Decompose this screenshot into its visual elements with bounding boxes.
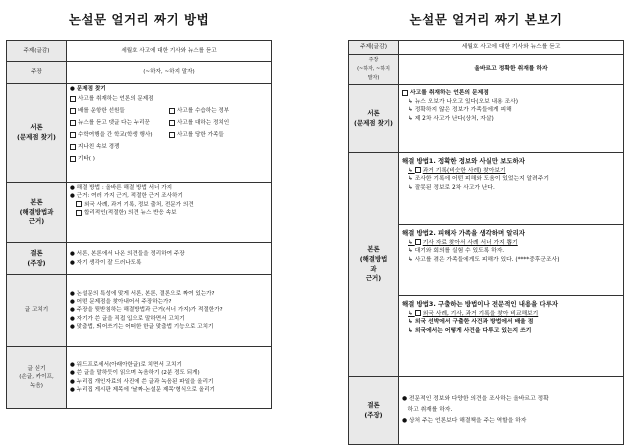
ex-method-3-line-3: ↳ 외국에서는 어떻게 사건을 다루고 있는지 쓰기 <box>408 327 532 334</box>
topic-row <box>7 41 272 62</box>
publish-content <box>67 347 272 409</box>
topic-label: 주제(글감) <box>7 41 67 62</box>
ex-method-3-title: 해결 방법3. 구출하는 방법이나 전문적인 내용을 다루자 <box>402 300 559 308</box>
body-row <box>7 183 272 243</box>
ex-topic-value: 세월호 사고에 대한 기사와 뉴스를 듣고 <box>399 41 624 55</box>
ex-body-row <box>349 153 624 377</box>
ex-intro-heading-text: 사고를 취재하는 언론의 문제점 <box>410 90 489 96</box>
ex-method-3-line-1-text: 외국 사례, 기사, 과거 기록을 찾아 비교해보기 <box>422 310 539 317</box>
publish-line-3: ● 누리집 개인자료의 사진에 쓴 글과 녹음된 파일을 올리기 <box>70 378 214 385</box>
ex-method-3 <box>399 296 623 340</box>
ex-claim-row <box>349 55 624 85</box>
ex-intro-heading <box>402 89 620 98</box>
intro-label <box>7 84 67 183</box>
ex-method-1-line-1: ↳ 과거 기록(비슷한 사례) 찾아보기 <box>408 167 506 174</box>
ex-claim-value: 올바르고 정확한 취재를 하자 <box>399 55 624 85</box>
ex-claim-label-text: 주장 (~하자, ~하지 말자) <box>357 57 390 81</box>
intro-check-label: 배를 운항한 선원들 <box>78 108 125 115</box>
checkbox-icon <box>70 144 76 150</box>
ex-topic-row <box>349 41 624 55</box>
polish-line-5: ● 맞춤법, 띄어쓰기는 어떠한 한글 맞춤법 기능으로 고치기 <box>70 324 214 331</box>
conclusion-label-text: 결론 (주장) <box>27 248 46 267</box>
ex-method-2-line-1: ↳ 기사 자료 찾아서 사례 서너 가지 뽑기 <box>408 239 518 246</box>
body-content <box>67 183 272 243</box>
method-title: 논설문 얼거리 짜기 방법 <box>68 12 210 27</box>
example-table <box>348 40 624 445</box>
intro-check-label: 지나친 속보 경쟁 <box>78 144 120 151</box>
intro-check-item <box>169 129 268 141</box>
body-line-2: ● 근거: 여러 가지 근거, 적절한 근거 조사하기 <box>70 193 183 200</box>
publish-line-4: ● 누리집 게시판 제목에 '날짜-논설문 제목'형식으로 올리기 <box>70 386 215 393</box>
intro-check-label: 뉴스를 듣고 댓글 다는 누리꾼 <box>78 120 150 127</box>
intro-row <box>7 84 272 183</box>
ex-topic-label: 주제(글감) <box>349 41 399 55</box>
polish-line-2: ● 어떤 문제점을 찾아내어서 주장하는가? <box>70 298 172 305</box>
body-label <box>7 183 67 243</box>
body-line-4 <box>70 209 268 217</box>
ex-method-2-title: 해결 방법2. 피해자 가족을 생각하며 알리자 <box>402 229 525 237</box>
checkbox-icon <box>70 132 76 138</box>
example-title: 논설문 얼거리 짜기 본보기 <box>409 12 563 27</box>
body-line-4-text: 합리적인(적절한) 의견 뉴스 반응 속보 <box>84 210 177 217</box>
checkbox-icon <box>169 120 175 126</box>
checkbox-icon <box>76 210 82 216</box>
ex-method-1-line-3: ↳ 잘못된 정보로 2차 사고가 난다. <box>408 184 495 191</box>
publish-line-2: ● 쓴 글을 말하듯이 읽으며 녹음하기 (2분 정도 되게) <box>70 370 200 377</box>
checkbox-icon <box>169 132 175 138</box>
body-label-text: 본론 (해결방법과 근거) <box>19 198 54 226</box>
intro-check-label: 사고를 대하는 정치인 <box>177 120 230 127</box>
intro-check-item <box>70 93 169 105</box>
intro-heading: ● 문제점 찾기 <box>70 86 106 92</box>
conclusion-content <box>67 243 272 275</box>
polish-content <box>67 275 272 347</box>
intro-check-label: 수학여행을 간 학교(학생 행사) <box>78 132 153 139</box>
method-table <box>6 40 272 409</box>
ex-intro-line-1: ↳ 뉴스 오보가 나오고 있다(오보 내용 조사) <box>408 98 519 105</box>
checkbox-icon <box>415 167 421 173</box>
conclusion-label <box>7 243 67 275</box>
intro-check-item <box>169 93 268 105</box>
intro-check-label: 기타( ) <box>78 156 95 163</box>
ex-conclusion-label <box>349 377 399 445</box>
ex-conclusion-line-2: 하고 취재를 하자. <box>402 407 453 413</box>
ex-conclusion-line-1: ● 전문적인 정보와 다양한 의견을 조사하는 올바르고 정확 <box>402 396 549 402</box>
checkbox-icon <box>402 90 408 96</box>
polish-line-3: ● 주장을 뒷받침하는 해결방법과 근거(서너 가지)가 적절한가? <box>70 307 223 314</box>
intro-check-label: 사고를 수습하는 정부 <box>177 108 230 115</box>
intro-check-item <box>70 141 169 153</box>
checkbox-icon <box>70 156 76 162</box>
intro-check-item <box>70 117 169 129</box>
ex-method-2-line-1-text: 기사 자료 찾아서 사례 서너 가지 뽑기 <box>422 239 518 246</box>
ex-intro-line-3: ↳ 제 2차 사고가 난다(상처, 자살) <box>408 116 494 123</box>
example-document <box>348 0 624 445</box>
publish-row <box>7 347 272 409</box>
ex-method-1 <box>399 153 623 225</box>
intro-content <box>67 84 272 183</box>
polish-row <box>7 275 272 347</box>
checkbox-icon <box>70 96 76 102</box>
intro-check-item <box>70 153 169 165</box>
ex-intro-line-2: ↳ 정확하지 않은 정보가 가족들에게 피해 <box>408 107 512 114</box>
intro-check-item <box>70 129 169 141</box>
intro-check-item <box>169 141 268 153</box>
polish-line-4: ● 자기가 쓴 글을 직접 입으로 말하면서 고치기 <box>70 315 185 322</box>
ex-conclusion-content <box>399 377 624 445</box>
checkbox-icon <box>70 120 76 126</box>
ex-intro-row <box>349 85 624 153</box>
publish-label <box>7 347 67 409</box>
ex-conclusion-line-3: ● 상처 주는 언론보다 해결책을 주는 역할을 하자 <box>402 418 527 424</box>
intro-check-item <box>70 105 169 117</box>
ex-claim-label <box>349 55 399 85</box>
conclusion-line-1: ● 서론, 본론에서 나온 의견들을 정리하여 주장 <box>70 251 185 258</box>
checkbox-icon <box>415 239 421 245</box>
claim-value: (~하자, ~하지 말자) <box>67 62 272 84</box>
checkbox-icon <box>415 310 421 316</box>
publish-line-1: ● 워드프로세서(아래아한글)로 치면서 고치기 <box>70 361 182 368</box>
ex-method-3-line-2: ↳ 외국 선박에서 구출한 사건과 방법에서 배울 점 <box>408 319 534 326</box>
intro-check-item <box>169 117 268 129</box>
body-line-3 <box>70 201 268 209</box>
body-line-1: ● 해결 방법 : 올바른 해결 방법 서너 가지 <box>70 185 173 191</box>
intro-label-text: 서론 (문제점 찾기) <box>17 123 56 141</box>
conclusion-line-2: ● 자기 생각이 잘 드러나도록 <box>70 259 142 266</box>
ex-body-label <box>349 153 399 377</box>
ex-method-2 <box>399 225 623 296</box>
publish-label-text: 글 싣기 (손글, 카이프, 녹음) <box>19 365 54 389</box>
intro-check-label: 사고를 당한 가족들 <box>177 132 224 139</box>
ex-conclusion-label-text: 결론 (주장) <box>364 400 383 419</box>
conclusion-row <box>7 243 272 275</box>
ex-conclusion-row <box>349 377 624 445</box>
polish-label: 글 고치기 <box>7 275 67 347</box>
ex-method-2-line-2: ↳ 대기와 회의를 실험 수 있도록 하자. <box>408 248 505 255</box>
ex-method-1-line-1-text: 과거 기록(비슷한 사례) 찾아보기 <box>422 167 506 174</box>
ex-intro-label-text: 서론 (문제점 찾기) <box>354 108 393 127</box>
method-document <box>6 0 272 409</box>
checkbox-icon <box>76 201 82 207</box>
intro-check-item <box>169 153 268 165</box>
ex-method-1-title: 해결 방법1. 정확한 정보와 사실만 보도하자 <box>402 157 525 165</box>
ex-intro-content <box>399 85 624 153</box>
intro-check-label: 사고를 취재하는 언론의 문제점 <box>78 96 154 103</box>
polish-line-1: ● 논설문의 특성에 맞게 서론, 본론, 결론으로 짜여 있는가? <box>70 290 215 297</box>
ex-body-label-text: 본론 (해결방법 과 근거) <box>359 245 388 283</box>
intro-checklist <box>70 93 268 165</box>
checkbox-icon <box>70 108 76 114</box>
checkbox-icon <box>169 108 175 114</box>
body-line-3-text: 외국 사례, 과거 기록, 정보 출처, 전문가 의견 <box>84 201 194 208</box>
ex-body-content <box>399 153 624 377</box>
claim-label: 주장 <box>7 62 67 84</box>
ex-method-3-line-1: ↳ 외국 사례, 기사, 과거 기록을 찾아 비교해보기 <box>408 310 539 317</box>
ex-method-1-line-2: ↳ 조사한 기록에 어떤 피해와 도움이 있었는지 알려주기 <box>408 176 549 183</box>
claim-row <box>7 62 272 84</box>
intro-check-item <box>169 105 268 117</box>
ex-method-2-line-3: ↳ 사고를 겪은 가족들에게도 피해가 있다. (****중후군조사) <box>408 256 560 263</box>
ex-intro-label <box>349 85 399 153</box>
topic-value: 세월호 사고에 대한 기사와 뉴스를 듣고 <box>67 41 272 62</box>
